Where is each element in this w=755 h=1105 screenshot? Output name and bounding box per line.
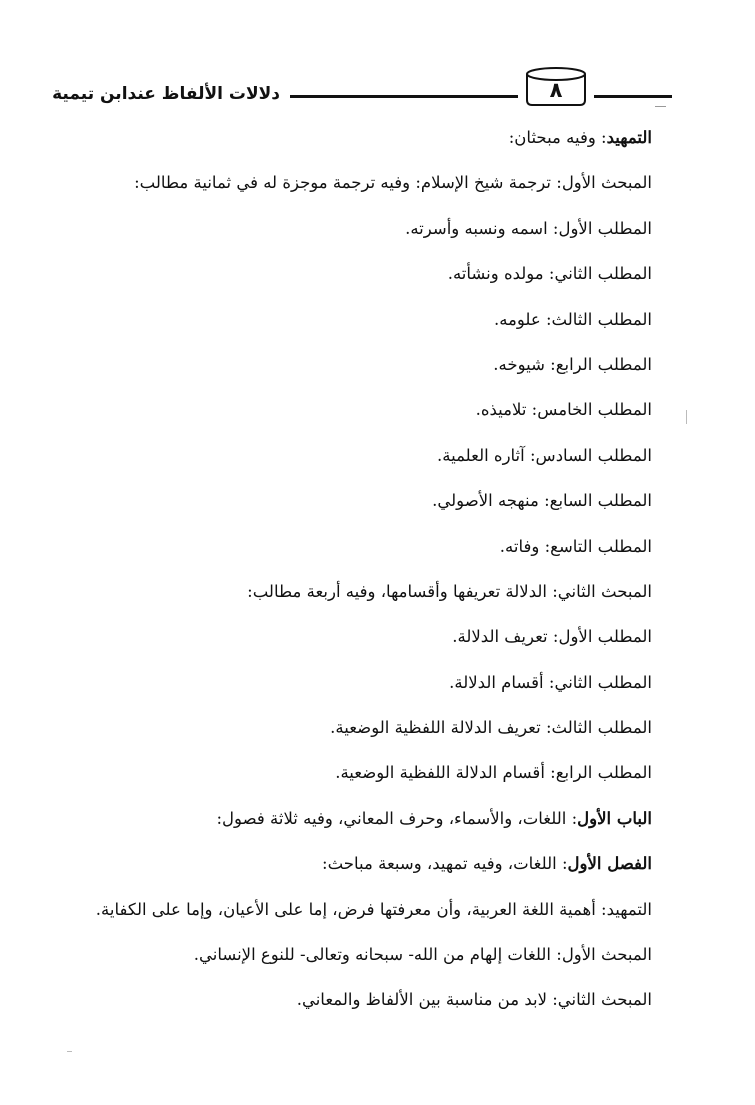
entry-text: : وفيه مبحثان:	[508, 128, 607, 147]
list-item	[62, 796, 652, 841]
header-rule-right	[594, 95, 672, 98]
list-item	[62, 932, 652, 977]
list-item	[62, 841, 652, 886]
entry-label: المطلب الرابع	[555, 763, 652, 783]
list-item	[62, 160, 652, 205]
entry-label: المطلب السادس	[535, 445, 652, 465]
list-item	[62, 342, 652, 387]
list-item	[62, 206, 652, 251]
entry-label: الفصل الأول	[567, 854, 652, 874]
entry-text: : شيوخه.	[493, 354, 556, 374]
entry-text: : وفاته.	[499, 536, 551, 556]
entry-text: : تعريف الدلالة اللفظية الوضعية.	[330, 718, 552, 738]
entry-text: : علومه.	[493, 309, 552, 329]
entry-label: التمهيد	[606, 899, 652, 919]
entry-label: الباب الأول	[577, 808, 652, 828]
running-title: دلالات الألفاظ عندابن تيمية	[52, 84, 280, 104]
bottom-mark	[67, 1051, 72, 1052]
entry-label: المطلب الثالث	[551, 718, 652, 738]
list-item	[62, 614, 652, 659]
entry-label: المبحث الأول	[561, 173, 652, 193]
entry-text: : ترجمة شيخ الإسلام: وفيه ترجمة موجزة له في ثمانية مطالب:	[134, 173, 562, 193]
entry-label: المطلب الثاني	[554, 672, 652, 692]
entry-text: : اللغات إلهام من الله- سبحانه وتعالى- للنوع الإنساني.	[193, 945, 562, 965]
entry-label: التمهيد	[606, 128, 652, 147]
list-item	[62, 115, 652, 160]
list-item	[62, 478, 652, 523]
list-item	[62, 569, 652, 614]
entry-text: : مولده ونشأته.	[447, 264, 555, 284]
entry-label: المطلب الثالث	[551, 309, 652, 329]
entry-text: : اللغات، والأسماء، وحرف المعاني، وفيه ثلاثة فصول:	[216, 808, 578, 828]
list-item	[62, 297, 652, 342]
entry-label: المطلب الأول	[558, 627, 652, 647]
entry-text: : آثاره العلمية.	[437, 445, 536, 465]
list-item	[62, 387, 652, 432]
entry-text: : اللغات، وفيه تمهيد، وسبعة مباحث:	[322, 854, 568, 874]
list-item	[62, 705, 652, 750]
entry-label: المطلب السابع	[549, 491, 652, 511]
entry-text: : منهجه الأصولي.	[432, 491, 550, 511]
header-tick	[655, 106, 666, 107]
contents-list	[62, 115, 652, 1023]
entry-label: المطلب الأول	[558, 218, 652, 238]
entry-label: المطلب الثاني	[554, 264, 652, 284]
entry-label: المبحث الثاني	[557, 990, 652, 1010]
entry-text: : تعريف الدلالة.	[452, 627, 559, 647]
entry-text: : اسمه ونسبه وأسرته.	[405, 218, 559, 238]
page-header	[24, 62, 672, 114]
page-number-box	[520, 64, 592, 108]
list-item	[62, 887, 652, 932]
list-item	[62, 433, 652, 478]
entry-label: المطلب الرابع	[555, 354, 652, 374]
entry-text: : أقسام الدلالة.	[449, 672, 555, 692]
entry-text: : أقسام الدلالة اللفظية الوضعية.	[335, 763, 556, 783]
page-number: ٨	[549, 78, 563, 102]
list-item	[62, 524, 652, 569]
entry-text: : الدلالة تعريفها وأقسامها، وفيه أربعة مطالب:	[247, 581, 558, 601]
list-item	[62, 977, 652, 1022]
list-item	[62, 251, 652, 296]
list-item	[62, 660, 652, 705]
header-rule-left	[290, 95, 518, 98]
entry-text: : تلاميذه.	[475, 400, 538, 420]
entry-label: المبحث الأول	[561, 945, 652, 965]
entry-text: : أهمية اللغة العربية، وأن معرفتها فرض، إما على الأعيان، وإما على الكفاية.	[95, 899, 607, 919]
list-item	[62, 750, 652, 795]
entry-text: : لابد من مناسبة بين الألفاظ والمعاني.	[296, 990, 558, 1010]
entry-label: المطلب التاسع	[550, 536, 652, 556]
entry-label: المطلب الخامس	[537, 400, 652, 420]
entry-label: المبحث الثاني	[557, 581, 652, 601]
margin-mark	[686, 410, 687, 424]
